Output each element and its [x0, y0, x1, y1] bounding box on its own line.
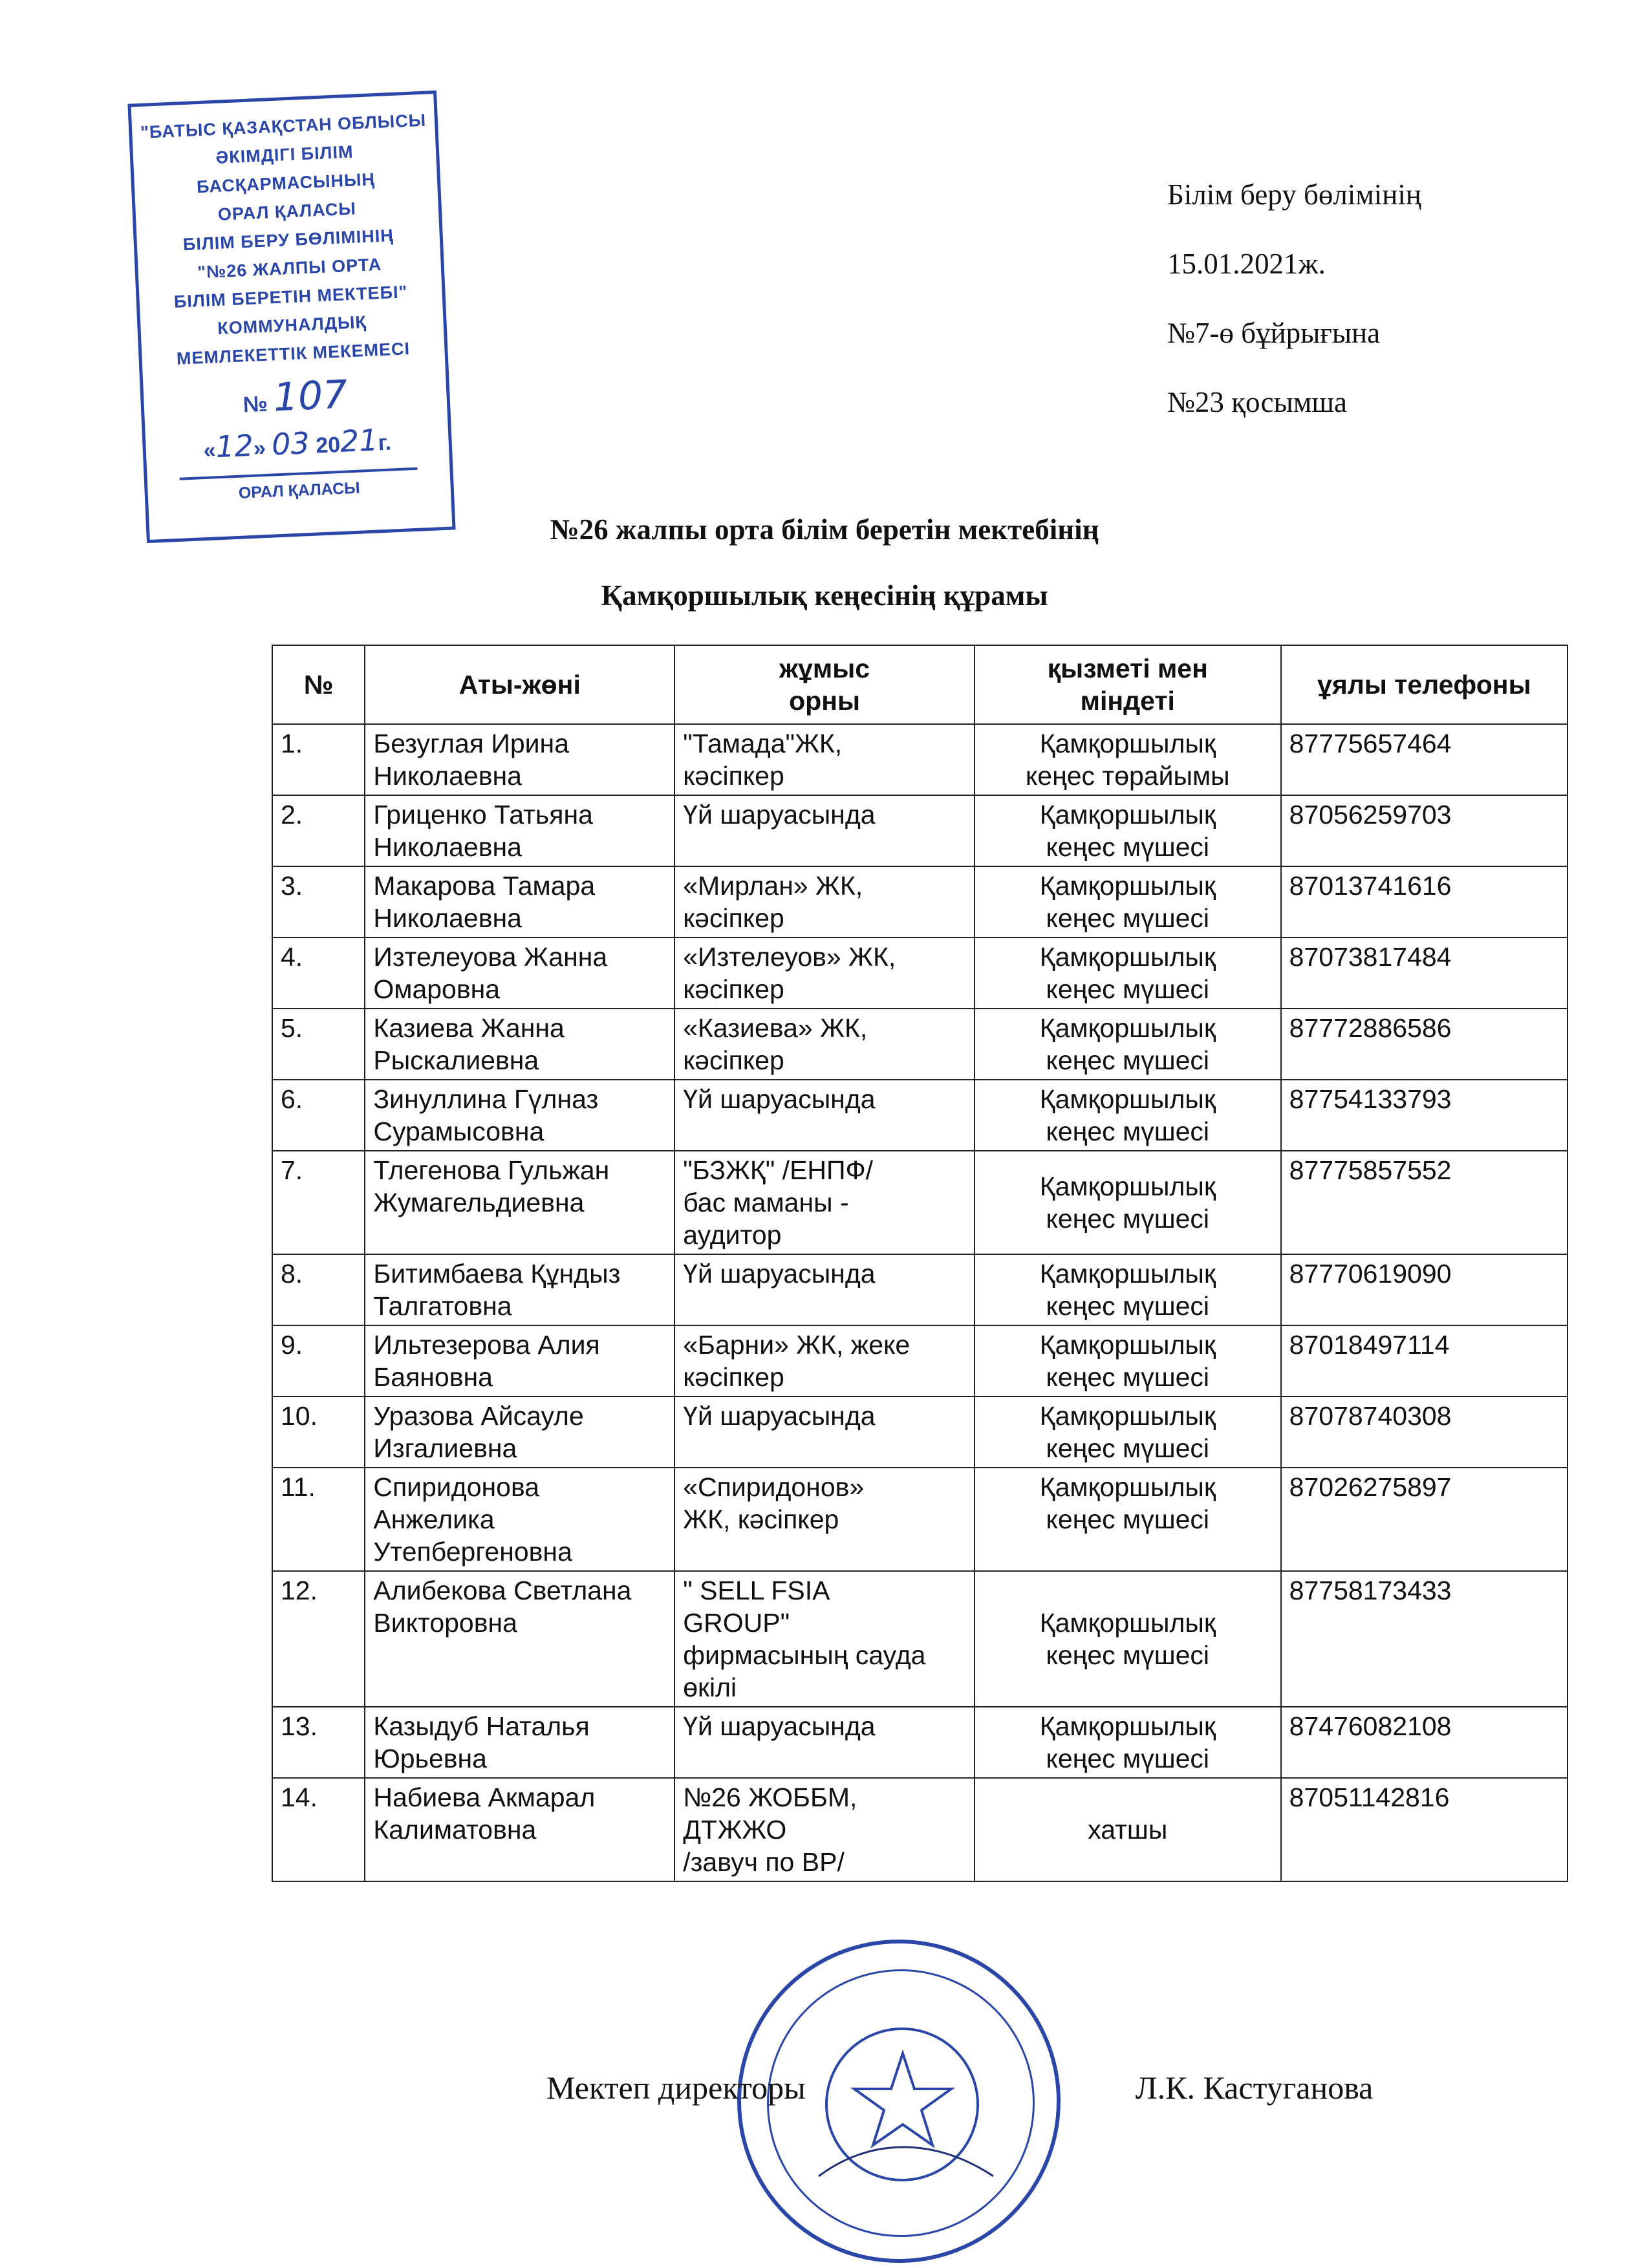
cell-work-line: «Спиридонов»	[683, 1472, 865, 1502]
members-table	[272, 645, 1568, 1882]
cell-work-line: кәсіпкер	[683, 1362, 784, 1392]
cell-name-line: Зинуллина Гүлназ	[373, 1084, 599, 1114]
cell-no-line: 9.	[281, 1330, 303, 1360]
cell-phone-line: 87476082108	[1289, 1711, 1452, 1741]
table-row	[272, 1396, 1568, 1468]
cell-phone	[1281, 1396, 1568, 1468]
table-row	[272, 866, 1568, 937]
cell-work-line: /завуч по ВР/	[683, 1847, 845, 1877]
cell-no	[272, 1571, 365, 1707]
cell-name-line: Баяновна	[373, 1362, 493, 1392]
cell-name-line: Битимбаева Құндыз	[373, 1259, 621, 1289]
table-body	[272, 724, 1568, 1881]
cell-phone	[1281, 795, 1568, 866]
table-row	[272, 937, 1568, 1009]
cell-work-line: өкілі	[683, 1673, 737, 1702]
table-header-row	[272, 645, 1568, 724]
stamp-date-suffix: г.	[377, 430, 392, 456]
cell-role	[975, 1080, 1281, 1151]
cell-work	[674, 1254, 975, 1325]
stamp-line: БІЛІМ БЕРУ БӨЛІМІНІҢ	[182, 226, 394, 255]
cell-role-line: кеңес мүшесі	[1046, 1640, 1210, 1670]
stamp-date-month: 03	[271, 425, 310, 462]
cell-role	[975, 1325, 1281, 1396]
cell-name	[365, 1080, 674, 1151]
cell-name	[365, 1707, 674, 1778]
cell-role	[975, 1778, 1281, 1881]
cell-no-line: 5.	[281, 1013, 303, 1043]
cell-work	[674, 1468, 975, 1571]
page-title: №26 жалпы орта білім беретін мектебінің	[550, 513, 1099, 546]
cell-work-line: Үй шаруасында	[683, 1401, 876, 1431]
cell-phone	[1281, 1468, 1568, 1571]
cell-work	[674, 1151, 975, 1254]
cell-phone-line: 87758173433	[1289, 1576, 1452, 1605]
stamp-number-value: 107	[272, 372, 349, 421]
cell-role-line: кеңес мүшесі	[1046, 832, 1210, 862]
cell-name	[365, 1151, 674, 1254]
cell-role	[975, 1009, 1281, 1080]
cell-work-line: кәсіпкер	[683, 974, 784, 1004]
cell-work-line: кәсіпкер	[683, 1045, 784, 1075]
cell-no-line: 4.	[281, 942, 303, 972]
header-role-line: міндеті	[1080, 686, 1175, 716]
cell-role	[975, 937, 1281, 1009]
cell-role-line: Қамқоршылық	[1039, 1401, 1216, 1431]
cell-no-line: 7.	[281, 1155, 303, 1185]
cell-phone	[1281, 1254, 1568, 1325]
cell-phone-line: 87018497114	[1289, 1330, 1450, 1360]
cell-work-line: бас маманы -	[683, 1188, 849, 1217]
cell-name-line: Калиматовна	[373, 1815, 537, 1845]
cell-role-line: кеңес төрайымы	[1025, 761, 1230, 791]
registration-stamp	[127, 91, 455, 543]
header-phone: ұялы телефоны	[1281, 645, 1568, 724]
cell-work-line: «Казиева» ЖК,	[683, 1013, 868, 1043]
cell-no-line: 3.	[281, 871, 303, 901]
cell-work-line: "БЗЖҚ" /ЕНПФ/	[683, 1155, 874, 1185]
cell-phone-line: 87770619090	[1289, 1259, 1452, 1289]
cell-name-line: Макарова Тамара	[373, 871, 596, 901]
header-line: №7-ө бұйрығына	[1167, 317, 1381, 349]
table-row	[272, 1468, 1568, 1571]
cell-name-line: Николаевна	[373, 832, 522, 862]
cell-phone	[1281, 1707, 1568, 1778]
cell-name	[365, 1325, 674, 1396]
cell-work-line: фирмасының сауда	[683, 1640, 926, 1670]
cell-no	[272, 1325, 365, 1396]
cell-role	[975, 795, 1281, 866]
cell-role-line: кеңес мүшесі	[1046, 1291, 1210, 1321]
header-line: 15.01.2021ж.	[1167, 248, 1326, 280]
cell-role-line: Қамқоршылық	[1039, 1711, 1216, 1741]
stamp-line: ӘКІМДІГІ БІЛІМ	[215, 142, 354, 167]
page-subtitle: Қамқоршылық кеңесінің құрамы	[601, 579, 1048, 612]
table-row	[272, 1151, 1568, 1254]
stamp-line: "БАТЫС ҚАЗАҚСТАН ОБЛЫСЫ	[140, 110, 427, 142]
stamp-city: ОРАЛ ҚАЛАСЫ	[180, 467, 419, 506]
cell-role	[975, 1254, 1281, 1325]
cell-work-line: " SELL FSIA	[683, 1576, 830, 1605]
header-work-line: орны	[789, 686, 860, 716]
cell-work	[674, 937, 975, 1009]
cell-work-line: Үй шаруасында	[683, 800, 876, 829]
stamp-number-label: №	[242, 391, 268, 418]
cell-no	[272, 1254, 365, 1325]
cell-phone-line: 87051142816	[1289, 1782, 1450, 1812]
cell-role-line: кеңес мүшесі	[1046, 1117, 1210, 1146]
cell-role-line: Қамқоршылық	[1039, 942, 1216, 972]
table-row	[272, 1080, 1568, 1151]
cell-no	[272, 724, 365, 795]
cell-phone	[1281, 1325, 1568, 1396]
cell-name-line: Юрьевна	[373, 1744, 487, 1773]
cell-no	[272, 1707, 365, 1778]
cell-role-line: Қамқоршылық	[1039, 1608, 1216, 1638]
cell-name-line: Рыскалиевна	[373, 1045, 539, 1075]
stamp-line: ОРАЛ ҚАЛАСЫ	[217, 198, 357, 224]
cell-no	[272, 1778, 365, 1881]
cell-name	[365, 1254, 674, 1325]
stamp-line: КОММУНАЛДЫҚ	[217, 312, 367, 339]
cell-no-line: 13.	[281, 1711, 318, 1741]
cell-name-line: Омаровна	[373, 974, 501, 1004]
cell-name	[365, 1009, 674, 1080]
cell-name	[365, 1468, 674, 1571]
cell-role-line: Қамқоршылық	[1039, 1330, 1216, 1360]
table-row	[272, 1778, 1568, 1881]
cell-phone	[1281, 1009, 1568, 1080]
cell-no	[272, 1151, 365, 1254]
cell-work-line: №26 ЖОББМ,	[683, 1782, 857, 1812]
cell-role-line: Қамқоршылық	[1039, 1013, 1216, 1043]
cell-work-line: ДТЖЖО	[683, 1815, 787, 1845]
cell-work	[674, 1325, 975, 1396]
table-row	[272, 724, 1568, 795]
cell-role-line: Қамқоршылық	[1039, 729, 1216, 758]
cell-name	[365, 1396, 674, 1468]
cell-phone	[1281, 937, 1568, 1009]
cell-name	[365, 1571, 674, 1707]
cell-work-line: GROUP"	[683, 1608, 790, 1638]
cell-no	[272, 1080, 365, 1151]
cell-phone-line: 87078740308	[1289, 1401, 1452, 1431]
header-name: Аты-жөні	[365, 645, 674, 724]
cell-role-line: Қамқоршылық	[1039, 1259, 1216, 1289]
cell-no-line: 2.	[281, 800, 303, 829]
table-row	[272, 1707, 1568, 1778]
cell-no-line: 6.	[281, 1084, 303, 1114]
table-row	[272, 1254, 1568, 1325]
cell-work-line: «Изтелеуов» ЖК,	[683, 942, 896, 972]
cell-role	[975, 866, 1281, 937]
cell-phone-line: 87073817484	[1289, 942, 1452, 972]
cell-name-line: Николаевна	[373, 903, 522, 933]
cell-role	[975, 1468, 1281, 1571]
cell-name-line: Тлегенова Гульжан	[373, 1155, 610, 1185]
cell-name-line: Ильтезерова Алия	[373, 1330, 600, 1360]
cell-name	[365, 866, 674, 937]
header-line: Білім беру бөлімінің	[1167, 178, 1421, 211]
cell-phone	[1281, 1080, 1568, 1151]
cell-name-line: Жумагельдиевна	[373, 1188, 585, 1217]
cell-role-line: кеңес мүшесі	[1046, 1433, 1210, 1463]
cell-no	[272, 1396, 365, 1468]
cell-phone-line: 87775857552	[1289, 1155, 1452, 1185]
cell-phone	[1281, 724, 1568, 795]
cell-no-line: 11.	[281, 1472, 316, 1502]
cell-no-line: 14.	[281, 1782, 318, 1812]
cell-no	[272, 795, 365, 866]
stamp-line: БІЛІМ БЕРЕТІН МЕКТЕБІ"	[173, 282, 408, 312]
cell-role-line: кеңес мүшесі	[1046, 1045, 1210, 1075]
cell-name	[365, 724, 674, 795]
cell-role-line: Қамқоршылық	[1039, 1472, 1216, 1502]
cell-work	[674, 795, 975, 866]
header-line: №23 қосымша	[1167, 386, 1347, 418]
cell-no-line: 12.	[281, 1576, 318, 1605]
cell-no-line: 8.	[281, 1259, 303, 1289]
appendix-header	[1167, 160, 1421, 437]
cell-role	[975, 1571, 1281, 1707]
cell-name-line: Утепбергеновна	[373, 1537, 572, 1567]
cell-name	[365, 1778, 674, 1881]
cell-no	[272, 1468, 365, 1571]
stamp-number	[149, 368, 441, 425]
cell-work	[674, 1009, 975, 1080]
header-work	[674, 645, 975, 724]
cell-role	[975, 1151, 1281, 1254]
cell-name-line: Изтелеуова Жанна	[373, 942, 608, 972]
stamp-date-day: 12	[215, 427, 255, 465]
cell-phone-line: 87013741616	[1289, 871, 1452, 901]
cell-phone	[1281, 1151, 1568, 1254]
cell-name-line: Набиева Акмарал	[373, 1782, 596, 1812]
cell-work-line: Үй шаруасында	[683, 1711, 876, 1741]
cell-work-line: Үй шаруасында	[683, 1084, 876, 1114]
signature-block	[546, 2069, 1373, 2106]
header-work-line: жұмыс	[779, 654, 870, 683]
cell-work-line: кәсіпкер	[683, 761, 784, 791]
cell-work-line: кәсіпкер	[683, 903, 784, 933]
cell-no-line: 10.	[281, 1401, 318, 1431]
cell-role-line: кеңес мүшесі	[1046, 903, 1210, 933]
cell-name-line: Викторовна	[373, 1608, 517, 1638]
cell-name-line: Спиридонова Анжелика	[373, 1472, 540, 1534]
cell-name	[365, 937, 674, 1009]
stamp-line: "№26 ЖАЛПЫ ОРТА	[197, 254, 382, 283]
cell-no	[272, 937, 365, 1009]
cell-work	[674, 866, 975, 937]
cell-role-line: кеңес мүшесі	[1046, 1204, 1210, 1234]
header-role	[975, 645, 1281, 724]
cell-work-line: «Барни» ЖК, жеке	[683, 1330, 911, 1360]
cell-phone-line: 87056259703	[1289, 800, 1452, 829]
cell-role	[975, 1396, 1281, 1468]
cell-work	[674, 1571, 975, 1707]
cell-role	[975, 1707, 1281, 1778]
cell-phone	[1281, 1571, 1568, 1707]
cell-name-line: Талгатовна	[373, 1291, 512, 1321]
cell-name-line: Гриценко Татьяна	[373, 800, 593, 829]
cell-name-line: Изгалиевна	[373, 1433, 517, 1463]
table-row	[272, 1571, 1568, 1707]
cell-work-line: "Тамада"ЖК,	[683, 729, 843, 758]
header-role-line: қызметі мен	[1047, 654, 1208, 683]
stamp-date: «12» 03 2021г.	[202, 422, 392, 465]
stamp-line: МЕМЛЕКЕТТІК МЕКЕМЕСІ	[176, 339, 411, 369]
cell-name-line: Николаевна	[373, 761, 522, 791]
cell-role-line: кеңес мүшесі	[1046, 974, 1210, 1004]
cell-work	[674, 1778, 975, 1881]
cell-phone	[1281, 1778, 1568, 1881]
cell-name-line: Безуглая Ирина	[373, 729, 569, 758]
cell-name-line: Сурамысовна	[373, 1117, 544, 1146]
stamp-line: БАСҚАРМАСЫНЫҢ	[196, 169, 376, 197]
cell-work-line: «Мирлан» ЖК,	[683, 871, 863, 901]
cell-role-line: кеңес мүшесі	[1046, 1362, 1210, 1392]
cell-phone-line: 87775657464	[1289, 729, 1452, 758]
cell-work-line: ЖК, кәсіпкер	[683, 1504, 839, 1534]
cell-name-line: Алибекова Светлана	[373, 1576, 632, 1605]
cell-role	[975, 724, 1281, 795]
cell-name	[365, 795, 674, 866]
cell-no	[272, 866, 365, 937]
stamp-date-year-suffix: 21	[339, 422, 379, 459]
cell-work	[674, 1396, 975, 1468]
cell-name-line: Уразова Айсауле	[373, 1401, 584, 1431]
cell-work	[674, 724, 975, 795]
cell-work-line: Үй шаруасында	[683, 1259, 876, 1289]
cell-role-line: кеңес мүшесі	[1046, 1504, 1210, 1534]
cell-phone-line: 87754133793	[1289, 1084, 1452, 1114]
cell-role-line: Қамқоршылық	[1039, 800, 1216, 829]
cell-role-line: Қамқоршылық	[1039, 871, 1216, 901]
cell-role-line: хатшы	[1088, 1815, 1168, 1845]
cell-phone-line: 87026275897	[1289, 1472, 1452, 1502]
cell-phone-line: 87772886586	[1289, 1013, 1452, 1043]
cell-role-line: кеңес мүшесі	[1046, 1744, 1210, 1773]
cell-no-line: 1.	[281, 729, 303, 758]
cell-role-line: Қамқоршылық	[1039, 1171, 1216, 1201]
cell-name-line: Казыдуб Наталья	[373, 1711, 590, 1741]
cell-no	[272, 1009, 365, 1080]
cell-work	[674, 1080, 975, 1151]
table-row	[272, 795, 1568, 866]
header-no: №	[272, 645, 365, 724]
cell-phone	[1281, 866, 1568, 937]
signature-name: Л.К. Кастуганова	[1135, 2070, 1374, 2106]
cell-name-line: Казиева Жанна	[373, 1013, 565, 1043]
table-row	[272, 1009, 1568, 1080]
table-row	[272, 1325, 1568, 1396]
cell-work-line: аудитор	[683, 1220, 782, 1250]
cell-work	[674, 1707, 975, 1778]
signature-title: Мектеп директоры	[546, 2070, 806, 2106]
stamp-date-year-prefix: 20	[315, 432, 341, 458]
cell-role-line: Қамқоршылық	[1039, 1084, 1216, 1114]
